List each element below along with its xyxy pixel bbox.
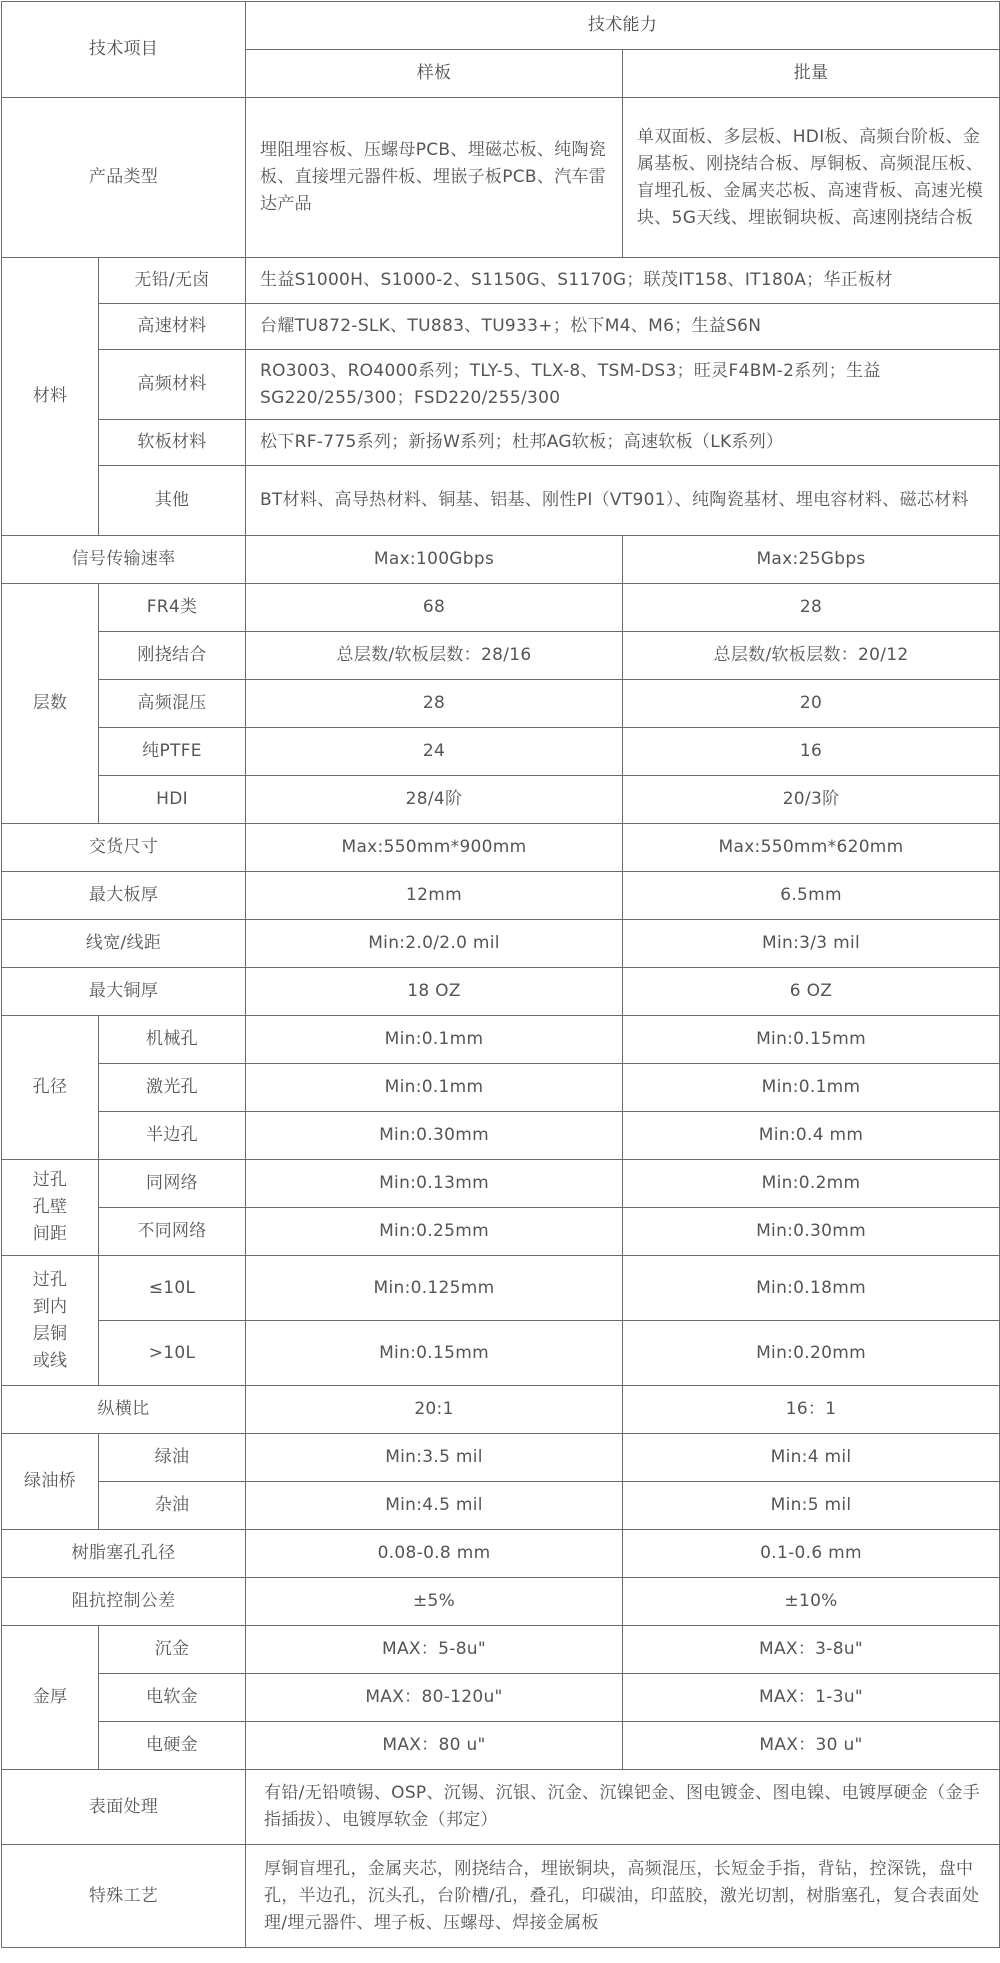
special-process-value: 厚铜盲埋孔，金属夹芯，刚挠结合，埋嵌铜块，高频混压，长短金手指，背钻，控深铣，盘中孔，半边孔，沉头孔，台阶槽/孔，叠孔，印碳油，印蓝胶，激光切割，树脂塞孔，复合表面处理/埋元器件、埋子板、压螺母、焊接金属板 xyxy=(246,1845,1000,1948)
spec-row-batch: Min:3/3 mil xyxy=(623,920,1000,968)
header-batch-cell: 批量 xyxy=(623,50,1000,98)
hole-to-copper-label xyxy=(2,1256,99,1386)
spec-row-label: 最大板厚 xyxy=(2,872,246,920)
material-category-value: BT材料、高导热材料、铜基、铝基、刚性PI（VT901）、纯陶瓷基材、埋电容材料、磁芯材料 xyxy=(246,466,1000,536)
layers-label: 层数 xyxy=(2,584,99,824)
spec-row-batch: ±10% xyxy=(623,1578,1000,1626)
material-category-name: 高频材料 xyxy=(99,350,246,420)
product-type-batch: 单双面板、多层板、HDI板、高频台阶板、金属基板、刚挠结合板、厚铜板、高频混压板、盲埋孔板、金属夹芯板、高速背板、高速光模块、5G天线、埋嵌铜块板、高速刚挠结合板 xyxy=(623,98,1000,258)
solder-bridge-row-batch: Min:5 mil xyxy=(623,1482,1000,1530)
hole-to-copper-label-line: 到内 xyxy=(32,1296,68,1317)
spec-row-label: 最大铜厚 xyxy=(2,968,246,1016)
gold-row-sample: MAX：80-120u" xyxy=(246,1674,623,1722)
hole-wall-label-line: 间距 xyxy=(32,1224,68,1244)
gold-row-name: 电硬金 xyxy=(99,1722,246,1770)
spec-row-sample: ±5% xyxy=(246,1578,623,1626)
spec-row-sample: Max:550mm*900mm xyxy=(246,824,623,872)
hole-wall-row-sample: Min:0.25mm xyxy=(246,1208,623,1256)
solder-bridge-row-batch: Min:4 mil xyxy=(623,1434,1000,1482)
spec-row-batch: 6.5mm xyxy=(623,872,1000,920)
aspect-ratio-sample: 20:1 xyxy=(246,1386,623,1434)
gold-row-sample: MAX：80 u" xyxy=(246,1722,623,1770)
material-category-name: 其他 xyxy=(99,466,246,536)
tech-capability-table xyxy=(1,1,1000,1948)
layers-row-sample: 总层数/软板层数：28/16 xyxy=(246,632,623,680)
signal-rate-sample: Max:100Gbps xyxy=(246,536,623,584)
spec-row-batch: 0.1-0.6 mm xyxy=(623,1530,1000,1578)
special-process-label: 特殊工艺 xyxy=(2,1845,246,1948)
hole-size-row-sample: Min:0.1mm xyxy=(246,1064,623,1112)
surface-treatment-value: 有铅/无铅喷锡、OSP、沉锡、沉银、沉金、沉镍钯金、图电镀金、图电镍、电镀厚硬金（金手指插拔）、电镀厚软金（邦定） xyxy=(246,1770,1000,1845)
spec-row-sample: 12mm xyxy=(246,872,623,920)
layers-row-name: FR4类 xyxy=(99,584,246,632)
gold-row-name: 电软金 xyxy=(99,1674,246,1722)
gold-row-batch: MAX：30 u" xyxy=(623,1722,1000,1770)
hole-wall-row-batch: Min:0.2mm xyxy=(623,1160,1000,1208)
hole-to-copper-label-line: 过孔 xyxy=(32,1269,68,1290)
material-category-value: RO3003、RO4000系列；TLY-5、TLX-8、TSM-DS3；旺灵F4BM-2系列；生益SG220/255/300；FSD220/255/300 xyxy=(246,350,1000,420)
gold-row-name: 沉金 xyxy=(99,1626,246,1674)
hole-size-row-sample: Min:0.1mm xyxy=(246,1016,623,1064)
hole-wall-row-name: 同网络 xyxy=(99,1160,246,1208)
hole-to-copper-row-batch: Min:0.18mm xyxy=(623,1256,1000,1321)
hole-wall-row-name: 不同网络 xyxy=(99,1208,246,1256)
layers-row-name: 刚挠结合 xyxy=(99,632,246,680)
layers-row-batch: 28 xyxy=(623,584,1000,632)
spec-row-label: 树脂塞孔孔径 xyxy=(2,1530,246,1578)
layers-row-sample: 68 xyxy=(246,584,623,632)
hole-wall-row-batch: Min:0.30mm xyxy=(623,1208,1000,1256)
layers-row-batch: 16 xyxy=(623,728,1000,776)
hole-to-copper-row-name: ≤10L xyxy=(99,1256,246,1321)
material-category-value: 生益S1000H、S1000-2、S1150G、S1170G；联茂IT158、IT180A；华正板材 xyxy=(246,258,1000,304)
signal-rate-batch: Max:25Gbps xyxy=(623,536,1000,584)
hole-size-label: 孔径 xyxy=(2,1016,99,1160)
spec-row-sample: 0.08-0.8 mm xyxy=(246,1530,623,1578)
surface-treatment-label: 表面处理 xyxy=(2,1770,246,1845)
signal-rate-label: 信号传输速率 xyxy=(2,536,246,584)
layers-row-batch: 20 xyxy=(623,680,1000,728)
layers-row-name: 高频混压 xyxy=(99,680,246,728)
hole-size-row-batch: Min:0.15mm xyxy=(623,1016,1000,1064)
header-capability-cell: 技术能力 xyxy=(246,2,1000,50)
layers-row-batch: 20/3阶 xyxy=(623,776,1000,824)
layers-row-sample: 28/4阶 xyxy=(246,776,623,824)
solder-bridge-row-sample: Min:3.5 mil xyxy=(246,1434,623,1482)
aspect-ratio-batch: 16：1 xyxy=(623,1386,1000,1434)
material-category-value: 松下RF-775系列；新扬W系列；杜邦AG软板；高速软板（LK系列） xyxy=(246,420,1000,466)
hole-size-row-batch: Min:0.4 mm xyxy=(623,1112,1000,1160)
gold-row-batch: MAX：1-3u" xyxy=(623,1674,1000,1722)
hole-size-row-name: 半边孔 xyxy=(99,1112,246,1160)
spec-row-label: 线宽/线距 xyxy=(2,920,246,968)
hole-to-copper-label-line: 或线 xyxy=(32,1350,68,1371)
product-type-label: 产品类型 xyxy=(2,98,246,258)
hole-to-copper-row-batch: Min:0.20mm xyxy=(623,1321,1000,1386)
gold-label: 金厚 xyxy=(2,1626,99,1770)
hole-size-row-name: 激光孔 xyxy=(99,1064,246,1112)
spec-row-label: 阻抗控制公差 xyxy=(2,1578,246,1626)
spec-row-label: 交货尺寸 xyxy=(2,824,246,872)
layers-row-name: 纯PTFE xyxy=(99,728,246,776)
spec-row-batch: 6 OZ xyxy=(623,968,1000,1016)
hole-to-copper-label-line: 层铜 xyxy=(32,1323,68,1344)
material-category-name: 软板材料 xyxy=(99,420,246,466)
hole-size-row-name: 机械孔 xyxy=(99,1016,246,1064)
solder-bridge-row-name: 绿油 xyxy=(99,1434,246,1482)
hole-to-copper-row-name: >10L xyxy=(99,1321,246,1386)
solder-bridge-row-name: 杂油 xyxy=(99,1482,246,1530)
aspect-ratio-label: 纵横比 xyxy=(2,1386,246,1434)
material-category-name: 无铅/无卤 xyxy=(99,258,246,304)
gold-row-sample: MAX：5-8u" xyxy=(246,1626,623,1674)
header-item-cell: 技术项目 xyxy=(2,2,246,98)
hole-size-row-sample: Min:0.30mm xyxy=(246,1112,623,1160)
layers-row-name: HDI xyxy=(99,776,246,824)
hole-wall-label-line: 孔壁 xyxy=(32,1197,68,1217)
hole-size-row-batch: Min:0.1mm xyxy=(623,1064,1000,1112)
header-sample-cell: 样板 xyxy=(246,50,623,98)
solder-bridge-label: 绿油桥 xyxy=(2,1434,99,1530)
product-type-sample: 埋阻埋容板、压螺母PCB、埋磁芯板、纯陶瓷板、直接埋元器件板、埋嵌子板PCB、汽车雷达产品 xyxy=(246,98,623,258)
materials-label: 材料 xyxy=(2,258,99,536)
layers-row-sample: 24 xyxy=(246,728,623,776)
hole-wall-label-line: 过孔 xyxy=(32,1170,68,1190)
hole-to-copper-row-sample: Min:0.125mm xyxy=(246,1256,623,1321)
hole-to-copper-row-sample: Min:0.15mm xyxy=(246,1321,623,1386)
material-category-value: 台耀TU872-SLK、TU883、TU933+；松下M4、M6；生益S6N xyxy=(246,304,1000,350)
hole-wall-label xyxy=(2,1160,99,1256)
hole-wall-row-sample: Min:0.13mm xyxy=(246,1160,623,1208)
spec-row-sample: 18 OZ xyxy=(246,968,623,1016)
material-category-name: 高速材料 xyxy=(99,304,246,350)
layers-row-sample: 28 xyxy=(246,680,623,728)
gold-row-batch: MAX：3-8u" xyxy=(623,1626,1000,1674)
spec-row-batch: Max:550mm*620mm xyxy=(623,824,1000,872)
spec-row-sample: Min:2.0/2.0 mil xyxy=(246,920,623,968)
layers-row-batch: 总层数/软板层数：20/12 xyxy=(623,632,1000,680)
solder-bridge-row-sample: Min:4.5 mil xyxy=(246,1482,623,1530)
